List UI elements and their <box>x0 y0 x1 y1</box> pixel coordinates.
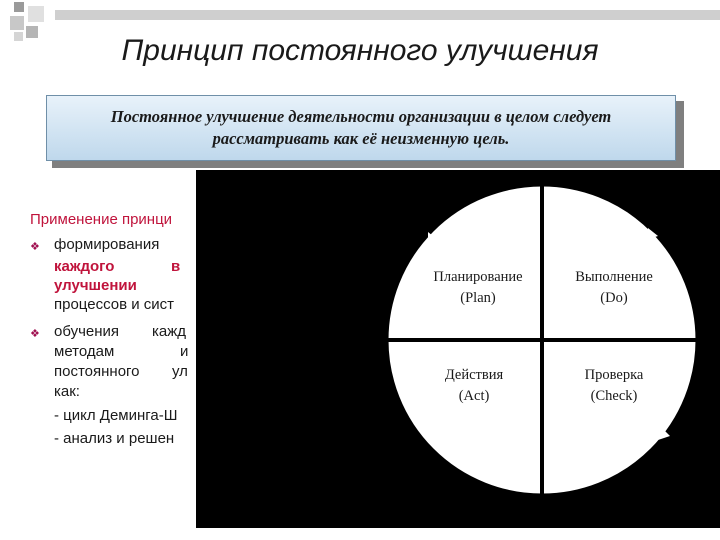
do-label-en: (Do) <box>600 290 628 306</box>
bullet-2-line-1b: кажд <box>152 323 187 340</box>
do-label: Выполнение <box>575 269 653 285</box>
bullet-2-line-3b: ул <box>172 363 188 380</box>
bullet-icon: ❖ <box>30 328 40 340</box>
act-label-en: (Act) <box>458 388 490 404</box>
plan-label: Планирование <box>433 269 523 285</box>
intro-line: Применение принци <box>30 211 173 228</box>
act-label: Действия <box>444 367 504 383</box>
bullet-2-line-1: обучения <box>54 323 120 340</box>
callout-box <box>46 95 676 161</box>
corner-decoration <box>0 0 60 50</box>
plan-label-en: (Plan) <box>460 290 496 306</box>
callout-line-1: Постоянное улучшение деятельности организации в целом следует <box>110 107 612 126</box>
bullet-2-line-2b: и <box>180 343 189 360</box>
check-label-en: (Check) <box>590 388 638 404</box>
pdca-cycle-diagram <box>196 170 720 528</box>
bullet-2-line-2: методам <box>54 343 115 360</box>
slide-title: Принцип постоянного улучшения <box>121 34 599 67</box>
bullet-1-line-2b: в <box>171 258 181 275</box>
check-label: Проверка <box>584 367 644 383</box>
bullet-1-line-3: улучшении <box>54 277 137 294</box>
bullet-2-line-4: как: <box>54 383 80 400</box>
bullet-1-line-4: процессов и сист <box>54 296 175 313</box>
bullet-1-line-2: каждого <box>54 258 115 275</box>
dash-item-1: - цикл Деминга-Ш <box>54 407 178 424</box>
bullet-1-line-1: формирования <box>54 236 160 253</box>
bullet-2-line-3: постоянного <box>54 363 140 380</box>
dash-item-2: - анализ и решен <box>54 430 175 447</box>
header-rule <box>55 10 720 20</box>
bullet-icon: ❖ <box>30 241 40 253</box>
callout-line-2: рассматривать как её неизменную цель. <box>212 129 510 148</box>
